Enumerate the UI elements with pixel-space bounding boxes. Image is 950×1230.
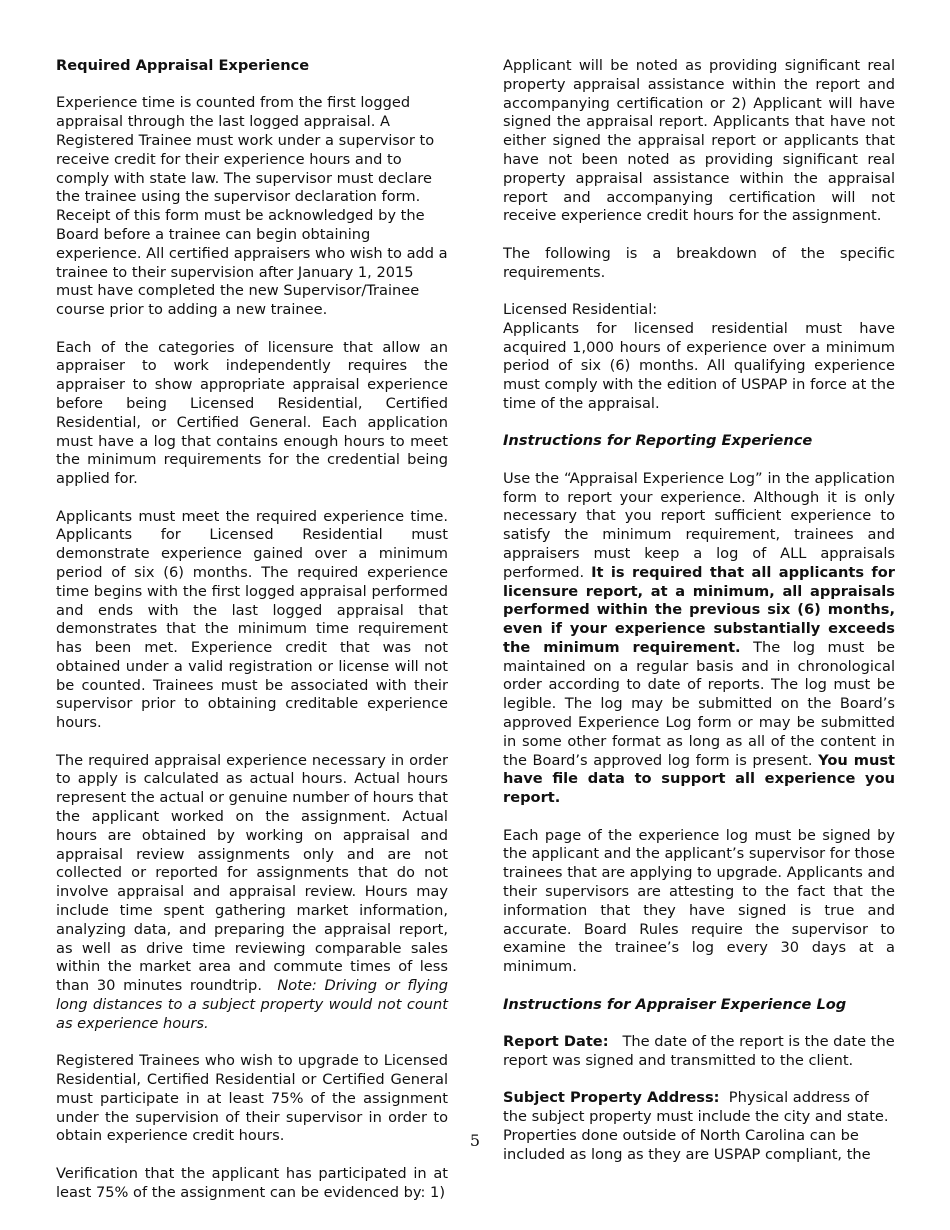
paragraph-licensure-categories: Each of the categories of licensure that allow an appraiser to work independently requires the appraiser to show appropriate appraisal experience before being Licensed Residential, Certified Residential, or Certified General. Each application must have a log that contains enough hours to meet the minimum requirements for the credential being applied for. [56, 338, 448, 488]
section-heading-required-experience: Required Appraisal Experience [56, 57, 310, 74]
paragraph-trainee-upgrade: Registered Trainees who wish to upgrade to Licensed Residential, Certified Residential or Certified General must participate in at least 75% of the assignment under the supervision of their supervisor in order to obtain experience credit hours. [56, 1052, 448, 1145]
section-heading-reporting-experience: Instructions for Reporting Experience [503, 432, 813, 450]
report-date-text: The date of the report is the date the report was signed and transmitted to the client. [503, 1033, 895, 1069]
report-date-label: Report Date: [503, 1033, 609, 1051]
paragraph-reporting-experience [503, 470, 895, 808]
log-usage-text: Use the “Appraisal Experience Log” in the application form to report your experience. Although it is only necessary that you report sufficient experience to satisfy the minimum requirement, trainees and appraisers must keep a log of ALL appraisals performed. [503, 469, 895, 581]
left-column [56, 57, 448, 1202]
paragraph-experience-time-requirement: Applicants must meet the required experience time. Applicants for Licensed Residential must demonstrate experience gained over a minimum period of six (6) months. The required experience time begins with the first logged appraisal performed and ends with the last logged appraisal that demonstrates that the minimum time requirement has been met. Experience credit that was not obtained under a valid registration or license will not be counted. Trainees must be associated with their supervisor prior to obtaining creditable experience hours. [56, 507, 448, 732]
paragraph-report-date [503, 1033, 895, 1071]
paragraph-subject-address [503, 1089, 895, 1164]
driving-note: Note: Driving or flying long distances to a subject property would not count as experience hours. [56, 977, 448, 1032]
paragraph-breakdown-intro: The following is a breakdown of the specific requirements. [503, 244, 895, 281]
paragraph-experience-time: Experience time is counted from the first logged appraisal through the last logged appraisal. A Registered Trainee must work under a supervisor to receive credit for their experience hours and to comply with state law. The supervisor must declare the trainee using the supervisor declaration form. Receipt of this form must be acknowledged by the Board before a trainee can begin obtaining experience. All certified appraisers who wish to add a trainee to their supervision after January 1, 2015 must have completed the new Supervisor/Trainee course prior to adding a new trainee. [56, 94, 448, 319]
required-reporting-text: It is required that all applicants for licensure report, at a minimum, all appraisals performed within the previous six (6) months, even if your experience substantially exceeds the minimum requirement. [503, 563, 896, 656]
paragraph-actual-hours [56, 752, 448, 1034]
page-number: 5 [469, 1131, 481, 1150]
section-heading-experience-log: Instructions for Appraiser Experience Log [503, 995, 847, 1013]
paragraph-assistance-noted: Applicant will be noted as providing significant real property appraisal assistance within the report and accompanying certification or 2) Applicant will have signed the appraisal report. Applicants that have not either signed the appraisal report or applicants that have not been noted as providing significant real property appraisal assistance within the appraisal report and accompanying certification will not receive experience credit hours for the assignment. [503, 57, 895, 225]
licensed-residential-label: Licensed Residential: [503, 300, 658, 318]
actual-hours-text: The required appraisal experience necessary in order to apply is calculated as actual hours. Actual hours represent the actual or genuine number of hours that the applicant worked on the assignment. Actual hours are obtained by working on appraisal and appraisal review assignments only and are not collected or reported for assignments that do not involve appraisal and appraisal review. Hours may include time spent gathering market information, analyzing data, and preparing the appraisal report, as well as drive time reviewing comparable sales within the market area and commute times of less than 30 minutes roundtrip. [56, 751, 448, 995]
log-maintenance-text: The log must be maintained on a regular basis and in chronological order according to date of reports. The log must be legible. The log may be submitted on the Board’s approved Experience Log form or may be submitted in some other format as long as all of the content in the Board’s approved log form is present. [503, 638, 896, 769]
right-column [503, 57, 895, 1164]
subject-address-text: Physical address of the subject property must include the city and state. Properties done outside of North Carolina can be included as long as they are USPAP compliant, the [503, 1089, 889, 1163]
subject-address-label: Subject Property Address: [503, 1089, 720, 1107]
paragraph-verification: Verification that the applicant has participated in at least 75% of the assignment can be evidenced by: 1) [56, 1164, 448, 1201]
paragraph-log-signatures: Each page of the experience log must be signed by the applicant and the applicant’s supervisor for those trainees that are applying to upgrade. Applicants and their supervisors are attesting to the fact that the information that they have signed is true and accurate. Board Rules require the supervisor to examine the trainee’s log every 30 days at a minimum. [503, 826, 895, 976]
paragraph-licensed-residential: Applicants for licensed residential must have acquired 1,000 hours of experience over a minimum period of six (6) months. All qualifying experience must comply with the edition of USPAP in force at the time of the appraisal. [503, 319, 895, 412]
file-data-text: You must have file data to support all experience you report. [503, 751, 896, 807]
